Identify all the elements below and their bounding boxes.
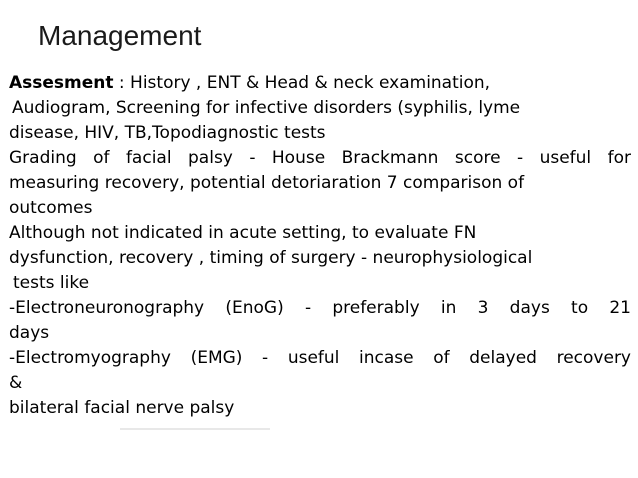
body-line: -Electroneuronography (EnoG) - preferably in 3 days to 21 [9, 298, 631, 318]
body-line: dysfunction, recovery , timing of surgery - neurophysiological [9, 248, 533, 268]
body-line: Grading of facial palsy - House Brackmann score - useful for [9, 148, 631, 168]
assessment-label: Assesment [9, 73, 114, 93]
assessment-text: : History , ENT & Head & neck examination, [113, 73, 491, 93]
faint-divider [120, 428, 270, 430]
body-line: Audiogram, Screening for infective disorders (syphilis, lyme [12, 98, 521, 118]
body-line: disease, HIV, TB,Topodiagnostic tests [9, 123, 326, 143]
body-line: & [9, 373, 23, 393]
body-line: outcomes [9, 198, 93, 218]
body-line: days [9, 323, 50, 343]
body-line: tests like [13, 273, 90, 293]
slide-body [9, 71, 631, 421]
body-line: -Electromyography (EMG) - useful incase of delayed recovery [9, 348, 631, 368]
body-line: Although not indicated in acute setting, to evaluate FN [9, 223, 477, 243]
slide-title: Management [38, 20, 202, 51]
body-line: measuring recovery, potential detoriaration 7 comparison of [9, 173, 525, 193]
body-line: bilateral facial nerve palsy [9, 398, 235, 418]
body-line-assessment [9, 71, 631, 96]
